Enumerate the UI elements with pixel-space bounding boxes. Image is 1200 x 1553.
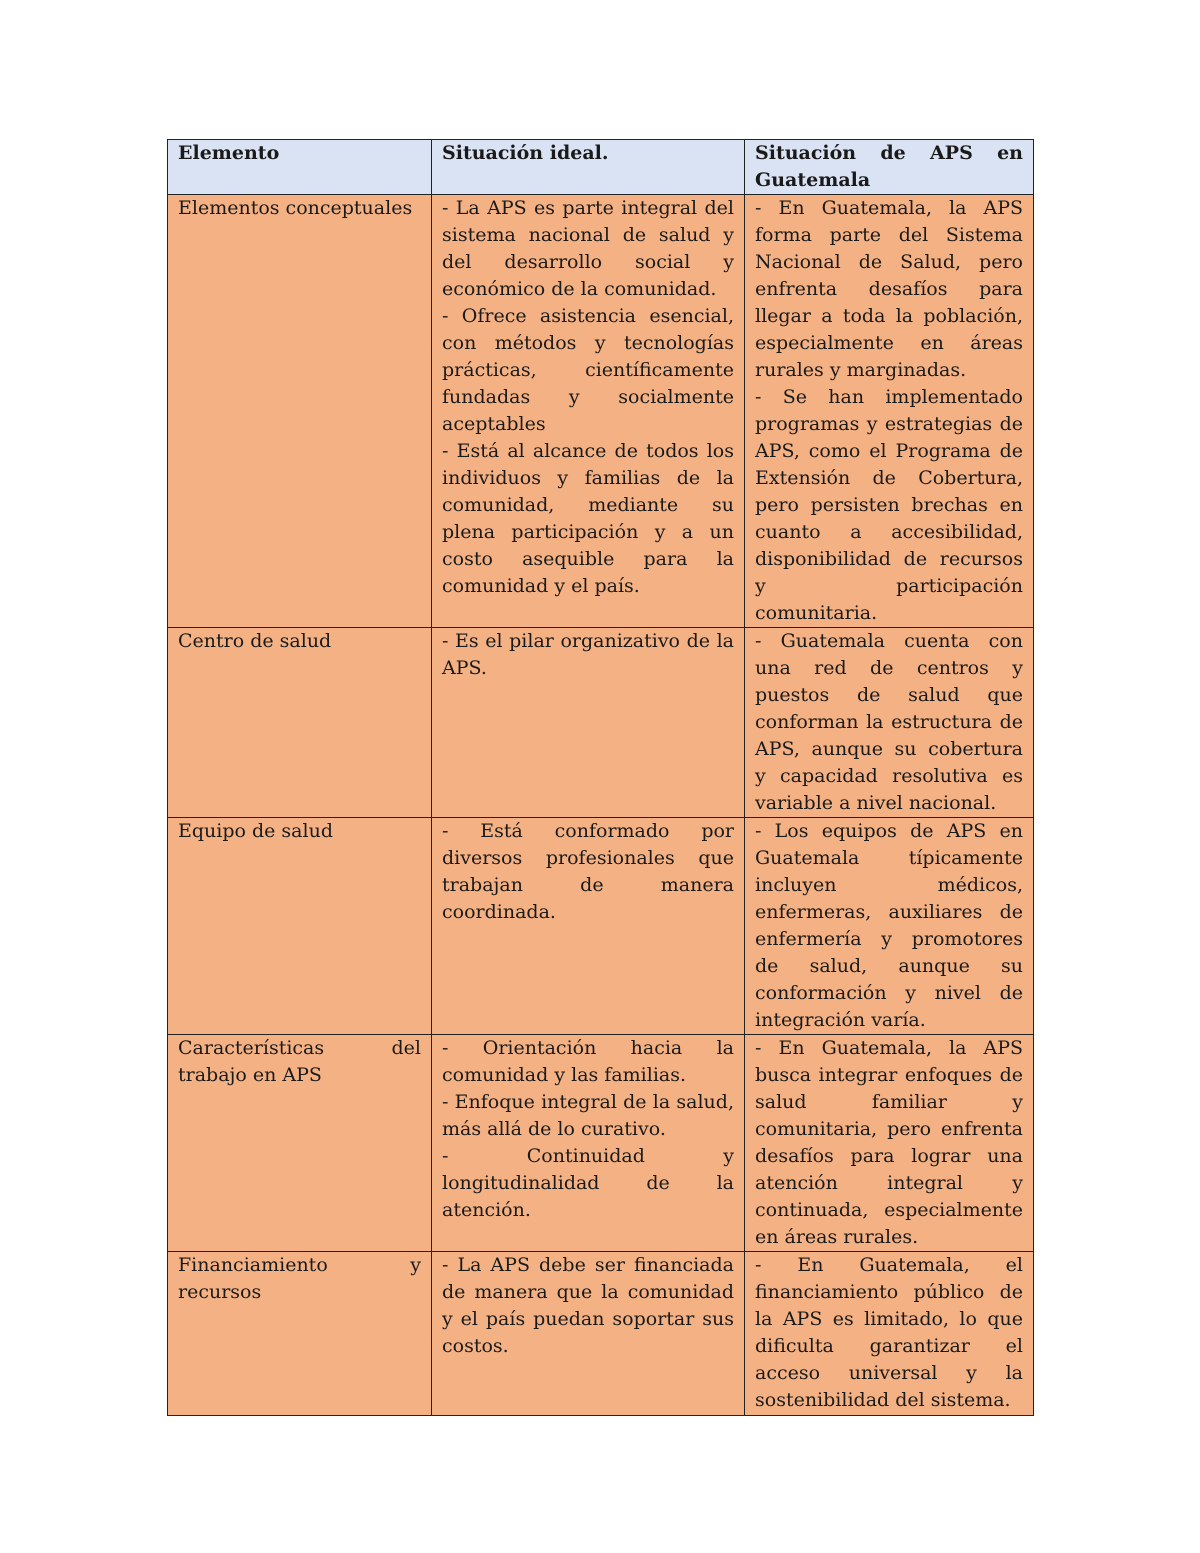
cell-ideal xyxy=(432,628,745,818)
cell-text: Centro de salud xyxy=(178,630,332,652)
cell-elemento xyxy=(168,1252,432,1416)
cell-guatemala xyxy=(745,628,1034,818)
cell-text: - La APS es parte integral del sistema nacional de salud y del desarrollo social y económico de la comunidad. - Ofrece asistencia esencial, con métodos y tecnologías prácticas, científicamente fundadas y socialmente aceptables - Está al alcance de todos los individuos y familias de la comunidad, mediante su plena participación y a un costo asequible para la comunidad y el país. xyxy=(442,197,734,597)
cell-text: - En Guatemala, el financiamiento público de la APS es limitado, lo que dificulta garantizar el acceso universal y la sostenibilidad del sistema. xyxy=(755,1254,1023,1411)
header-situacion-ideal: Situación ideal. xyxy=(432,140,745,195)
cell-guatemala xyxy=(745,818,1034,1035)
cell-ideal xyxy=(432,818,745,1035)
table-row xyxy=(168,1252,1034,1416)
cell-text: - En Guatemala, la APS busca integrar enfoques de salud familiar y comunitaria, pero enfrenta desafíos para lograr una atención integral y continuada, especialmente en áreas rurales. xyxy=(755,1037,1023,1248)
cell-text: Características del trabajo en APS xyxy=(178,1037,421,1086)
cell-text: - Es el pilar organizativo de la APS. xyxy=(442,630,734,679)
aps-comparison-table xyxy=(167,139,1034,1416)
table-header-row xyxy=(168,140,1034,195)
cell-ideal xyxy=(432,1035,745,1252)
cell-ideal xyxy=(432,1252,745,1416)
cell-elemento xyxy=(168,195,432,628)
cell-elemento xyxy=(168,818,432,1035)
cell-elemento xyxy=(168,628,432,818)
cell-text: - Está conformado por diversos profesionales que trabajan de manera coordinada. xyxy=(442,820,734,923)
cell-text: - Los equipos de APS en Guatemala típicamente incluyen médicos, enfermeras, auxiliares de enfermería y promotores de salud, aunque su conformación y nivel de integración varía. xyxy=(755,820,1023,1031)
table-row xyxy=(168,628,1034,818)
cell-text: Equipo de salud xyxy=(178,820,333,842)
header-elemento: Elemento xyxy=(168,140,432,195)
cell-elemento xyxy=(168,1035,432,1252)
header-situacion-guatemala: Situación de APS en Guatemala xyxy=(745,140,1034,195)
cell-text: Financiamiento y recursos xyxy=(178,1254,421,1303)
table-row xyxy=(168,195,1034,628)
table-row xyxy=(168,818,1034,1035)
cell-ideal xyxy=(432,195,745,628)
cell-text: - La APS debe ser financiada de manera que la comunidad y el país puedan soportar sus costos. xyxy=(442,1254,734,1357)
cell-guatemala xyxy=(745,1035,1034,1252)
cell-text: - Orientación hacia la comunidad y las familias. - Enfoque integral de la salud, más allá de lo curativo. - Continuidad y longitudinalidad de la atención. xyxy=(442,1037,734,1221)
cell-text: - En Guatemala, la APS forma parte del Sistema Nacional de Salud, pero enfrenta desafíos para llegar a toda la población, especialmente en áreas rurales y marginadas. - Se han implementado programas y estrategias de APS, como el Programa de Extensión de Cobertura, pero persisten brechas en cuanto a accesibilidad, disponibilidad de recursos y participación comunitaria. xyxy=(755,197,1023,624)
cell-text: - Guatemala cuenta con una red de centros y puestos de salud que conforman la estructura de APS, aunque su cobertura y capacidad resolutiva es variable a nivel nacional. xyxy=(755,630,1023,814)
cell-guatemala xyxy=(745,1252,1034,1416)
cell-text: Elementos conceptuales xyxy=(178,197,413,219)
table-row xyxy=(168,1035,1034,1252)
cell-guatemala xyxy=(745,195,1034,628)
